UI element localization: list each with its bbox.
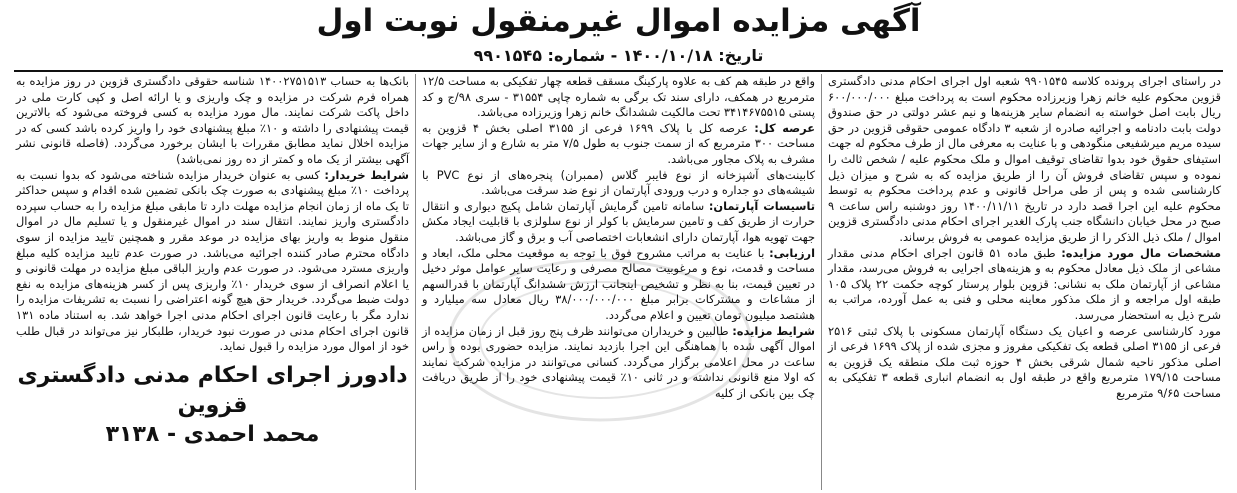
notice-columns <box>10 74 1227 490</box>
cabinets-paragraph: کابینت‌های آشپزخانه از نوع فایبر گلاس (ممبران) پنجره‌های از نوع PVC با شیشه‌های دو جداره و درب ورودی آپارتمان از نوع ضد سرقت می‌باشد. <box>422 167 816 198</box>
column-left <box>10 74 416 490</box>
property-spec-label: مشخصات مال مورد مزایده: <box>1061 245 1221 260</box>
property-details-paragraph: واقع در طبقه هم کف به علاوه پارکینگ مسقف قطعه چهار تفکیکی به مساحت ۱۲/۵ مترمربع در همکف، دارای سند تک برگی به شماره چاپی ۳۱۵۵۴ - سری ۹۸/ج و کد پستی ۳۴۱۴۶۷۵۵۱۵ تحت مالکیت ششدانگ خانم زهرا وزیرزاده می‌باشد. <box>422 74 815 120</box>
facilities-paragraph <box>422 199 815 246</box>
facilities-text: سامانه تامین گرمایش آپارتمان شامل پکیج دیواری و انتقال حرارت از طریق کف و تامین سرمایش با کولر از نوع سلولزی با قابلیت ایجاد مکش جهت تهویه هوا، آپارتمان دارای انشعابات اختصاصی آب و برق و گاز می‌باشد. <box>422 198 815 244</box>
appraisal-subject-paragraph: مورد کارشناسی عرصه و اعیان یک دستگاه آپارتمان مسکونی با پلاک ثبتی ۲۵۱۶ فرعی از ۳۱۵۵ اصلی قطعه یک تفکیکی مفروز و مجزی شده از پلاک ۱۶۹۹ فرعی از اصلی مذکور ناحیه شمال شرقی بخش ۴ حوزه ثبت ملک منطقه یک قزوین به مساحت ۱۷۹/۱۵ مترمربع واقع در طبقه اول به انضمام انباری قطعه ۳ تفکیکی به مساحت ۹/۶۵ مترمربع <box>828 323 1222 400</box>
valuation-label: ارزیابی: <box>769 245 815 260</box>
column-right <box>822 74 1227 490</box>
auction-conditions-text: طالبین و خریداران می‌توانند ظرف پنج روز قبل از زمان مزایده از اموال آگهی شده با هماهنگی این اجرا بازدید نمایند. مزایده حضوری بوده و راس ساعت در محل اعلامی برگزار می‌گردد. کسانی می‌توانند در مزایده شرکت نمایند که اولا منع قانونی نداشته و در ثانی ۱۰٪ قیمت پیشنهادی خود را از طریق دریافت چک بین بانکی از کلیه <box>422 323 815 400</box>
property-spec-text: طبق ماده ۵۱ قانون اجرای احکام مدنی مقدار مشاعی از ملک ذیل معادل محکوم به و هزینه‌های اجرایی به فروش می‌رسد، مقدار مشاعی از آپارتمان ملک به نشانی: قزوین بلوار پرستار کوچه حکمت ۲۲ پلاک ۱۰۵ طبقه اول مراجعه و از ملک مذکور معاینه محلی و فنی به عمل آورده، مراتب به شرح ذیل به استحضار می‌رسد. <box>828 245 1221 322</box>
auction-conditions-paragraph <box>422 324 815 402</box>
property-spec-paragraph <box>828 246 1221 324</box>
column-middle <box>416 74 822 490</box>
land-area-paragraph <box>422 121 815 168</box>
signatory-title: دادورز اجرای احکام مدنی دادگستری قزوین <box>17 362 408 418</box>
buyer-conditions-label: شرایط خریدار: <box>324 167 409 182</box>
title-divider <box>14 70 1223 72</box>
signature-block <box>16 361 409 449</box>
intro-paragraph: در راستای اجرای پرونده کلاسه ۹۹۰۱۵۴۵ شعبه اول اجرای احکام مدنی دادگستری قزوین محکوم علیه خانم زهرا وزیرزاده محکوم است به پرداخت مبلغ ۶۰۰/۰۰۰/۰۰۰ ریال بابت اصل خواسته به انضمام سایر هزینه‌ها و نیم عشر دولتی در حق صندوق دولت بابت دادنامه و اجرائیه صادره از شعبه ۳ دادگاه عمومی حقوقی قزوین در حق سیده مریم میرشفیعی منگودهی و با عنایت به معرفی مال از طرف محکوم له جهت استیفای حقوق خود بدوا تقاضای توقیف اموال و ملک محکوم علیه / شخص ثالث را نموده و سپس تقاضای فروش آن را از طریق مزایده که به شرح و میزان ذیل کارشناسی شده و پس از طی مراحل قانونی و عدم پرداخت محکوم به توسط محکوم علیه این اجرا قصد دارد در تاریخ ۱۴۰۰/۱۱/۱۱ روز دوشنبه راس ساعت ۹ صبح در محل خیابان دانشگاه جنب پارک الغدیر اجرای احکام مدنی دادگستری قزوین اموال / ملک ذیل الذکر را از طریق مزایده عمومی به فروش برساند. <box>828 74 1222 244</box>
facilities-label: تاسیسات آپارتمان: <box>708 198 815 213</box>
deposit-paragraph: بانک‌ها به حساب ۱۴۰۰۲۷۵۱۵۱۳ شناسه حقوقی دادگستری قزوین در روز مزایده به همراه فرم شرکت در مزایده و چک واریزی و یا ارائه اصل و کپی کارت ملی در داخل پاکت شرکت نمایند. مال مورد مزایده به کسی فروخته می‌شود که بالاترین قیمت پیشنهادی را داشته و ۱۰٪ مبلغ پیشنهادی خود را واریز کرده باشد کسی که در مزایده اخلال نماید مطابق مقررات با ایشان برخورد می‌گردد. (فاصله قانونی نشر آگهی بیشتر از یک ماه و کمتر از ده روز نمی‌باشد) <box>16 74 409 166</box>
land-area-label: عرصه کل: <box>754 120 815 135</box>
buyer-conditions-paragraph <box>16 168 409 355</box>
date-and-number: تاریخ: ۱۴۰۰/۱۰/۱۸ - شماره: ۹۹۰۱۵۴۵ <box>473 46 764 65</box>
land-area-text: عرصه کل با پلاک ۱۶۹۹ فرعی از ۳۱۵۵ اصلی بخش ۴ قزوین به مساحت ۳۰۰ مترمربع که از سمت جنوب به طول ۷/۵ متر به شارع و از سایر جهات مشرف به پلاک مجاور می‌باشد. <box>422 120 815 166</box>
valuation-text: با عنایت به مراتب مشروح فوق با توجه به موقعیت محلی ملک، ابعاد و مساحت و قدمت، نوع و مرغوبیت مصالح مصرفی و رعایت سایر عوامل موثر دخیل در تعیین قیمت، بنا به نظر و تشخیص اینجانب ارزش ششدانگ آپارتمان با قدرالسهم از مشاعات و مشترکات برابر مبلغ ۳۸/۰۰۰/۰۰۰/۰۰۰ ریال معادل سه میلیارد و هشتصد میلیون تومان تعیین و اعلام می‌گردد. <box>422 245 815 322</box>
buyer-conditions-text: کسی به عنوان خریدار مزایده شناخته می‌شود که بدوا نسبت به پرداخت ۱۰٪ مبلغ پیشنهادی به صورت چک بانکی تضمین شده اقدام و سپس حداکثر تا یک ماه از زمان انجام مزایده مهلت دارد تا مابقی مبلغ مزایده را به حساب سپرده دادگستری واریز نمایند. انتقال سند در اموال غیرمنقول و یا تسلیم مال در اموال منقول منوط به واریز بهای مزایده در موعد مقرر و همچنین تایید مزایده از سوی دادگاه محترم صادر کننده اجرائیه می‌باشد. در صورت عدم تایید مزایده کلیه مبلغ واریزی مسترد می‌شود. در صورت عدم واریز الباقی مبلغ مزایده در مهلت قانونی و یا اعلام انصراف از سوی خریدار ۱۰٪ واریزی پس از کسر هزینه‌های مزایده به نفع دولت ضبط می‌گردد. خریدار حق هیچ گونه اعتراضی را نسبت به تشریفات مزایده را ندارد مگر با رعایت قانون اجرای احکام مدنی اجرا خواهد شد. به استناد ماده ۱۳۱ قانون اجرای احکام مدنی در صورت نبود خریدار، طلبکار نیز می‌تواند در قبال طلب خود از اموال مورد مزایده را قبول نماید. <box>16 167 410 354</box>
signatory-name: محمد احمدی - ۳۱۳۸ <box>105 421 320 447</box>
valuation-paragraph <box>422 246 815 324</box>
auction-conditions-label: شرایط مزایده: <box>732 323 816 338</box>
notice-title: آگهی مزایده اموال غیرمنقول نوبت اول <box>316 3 921 39</box>
